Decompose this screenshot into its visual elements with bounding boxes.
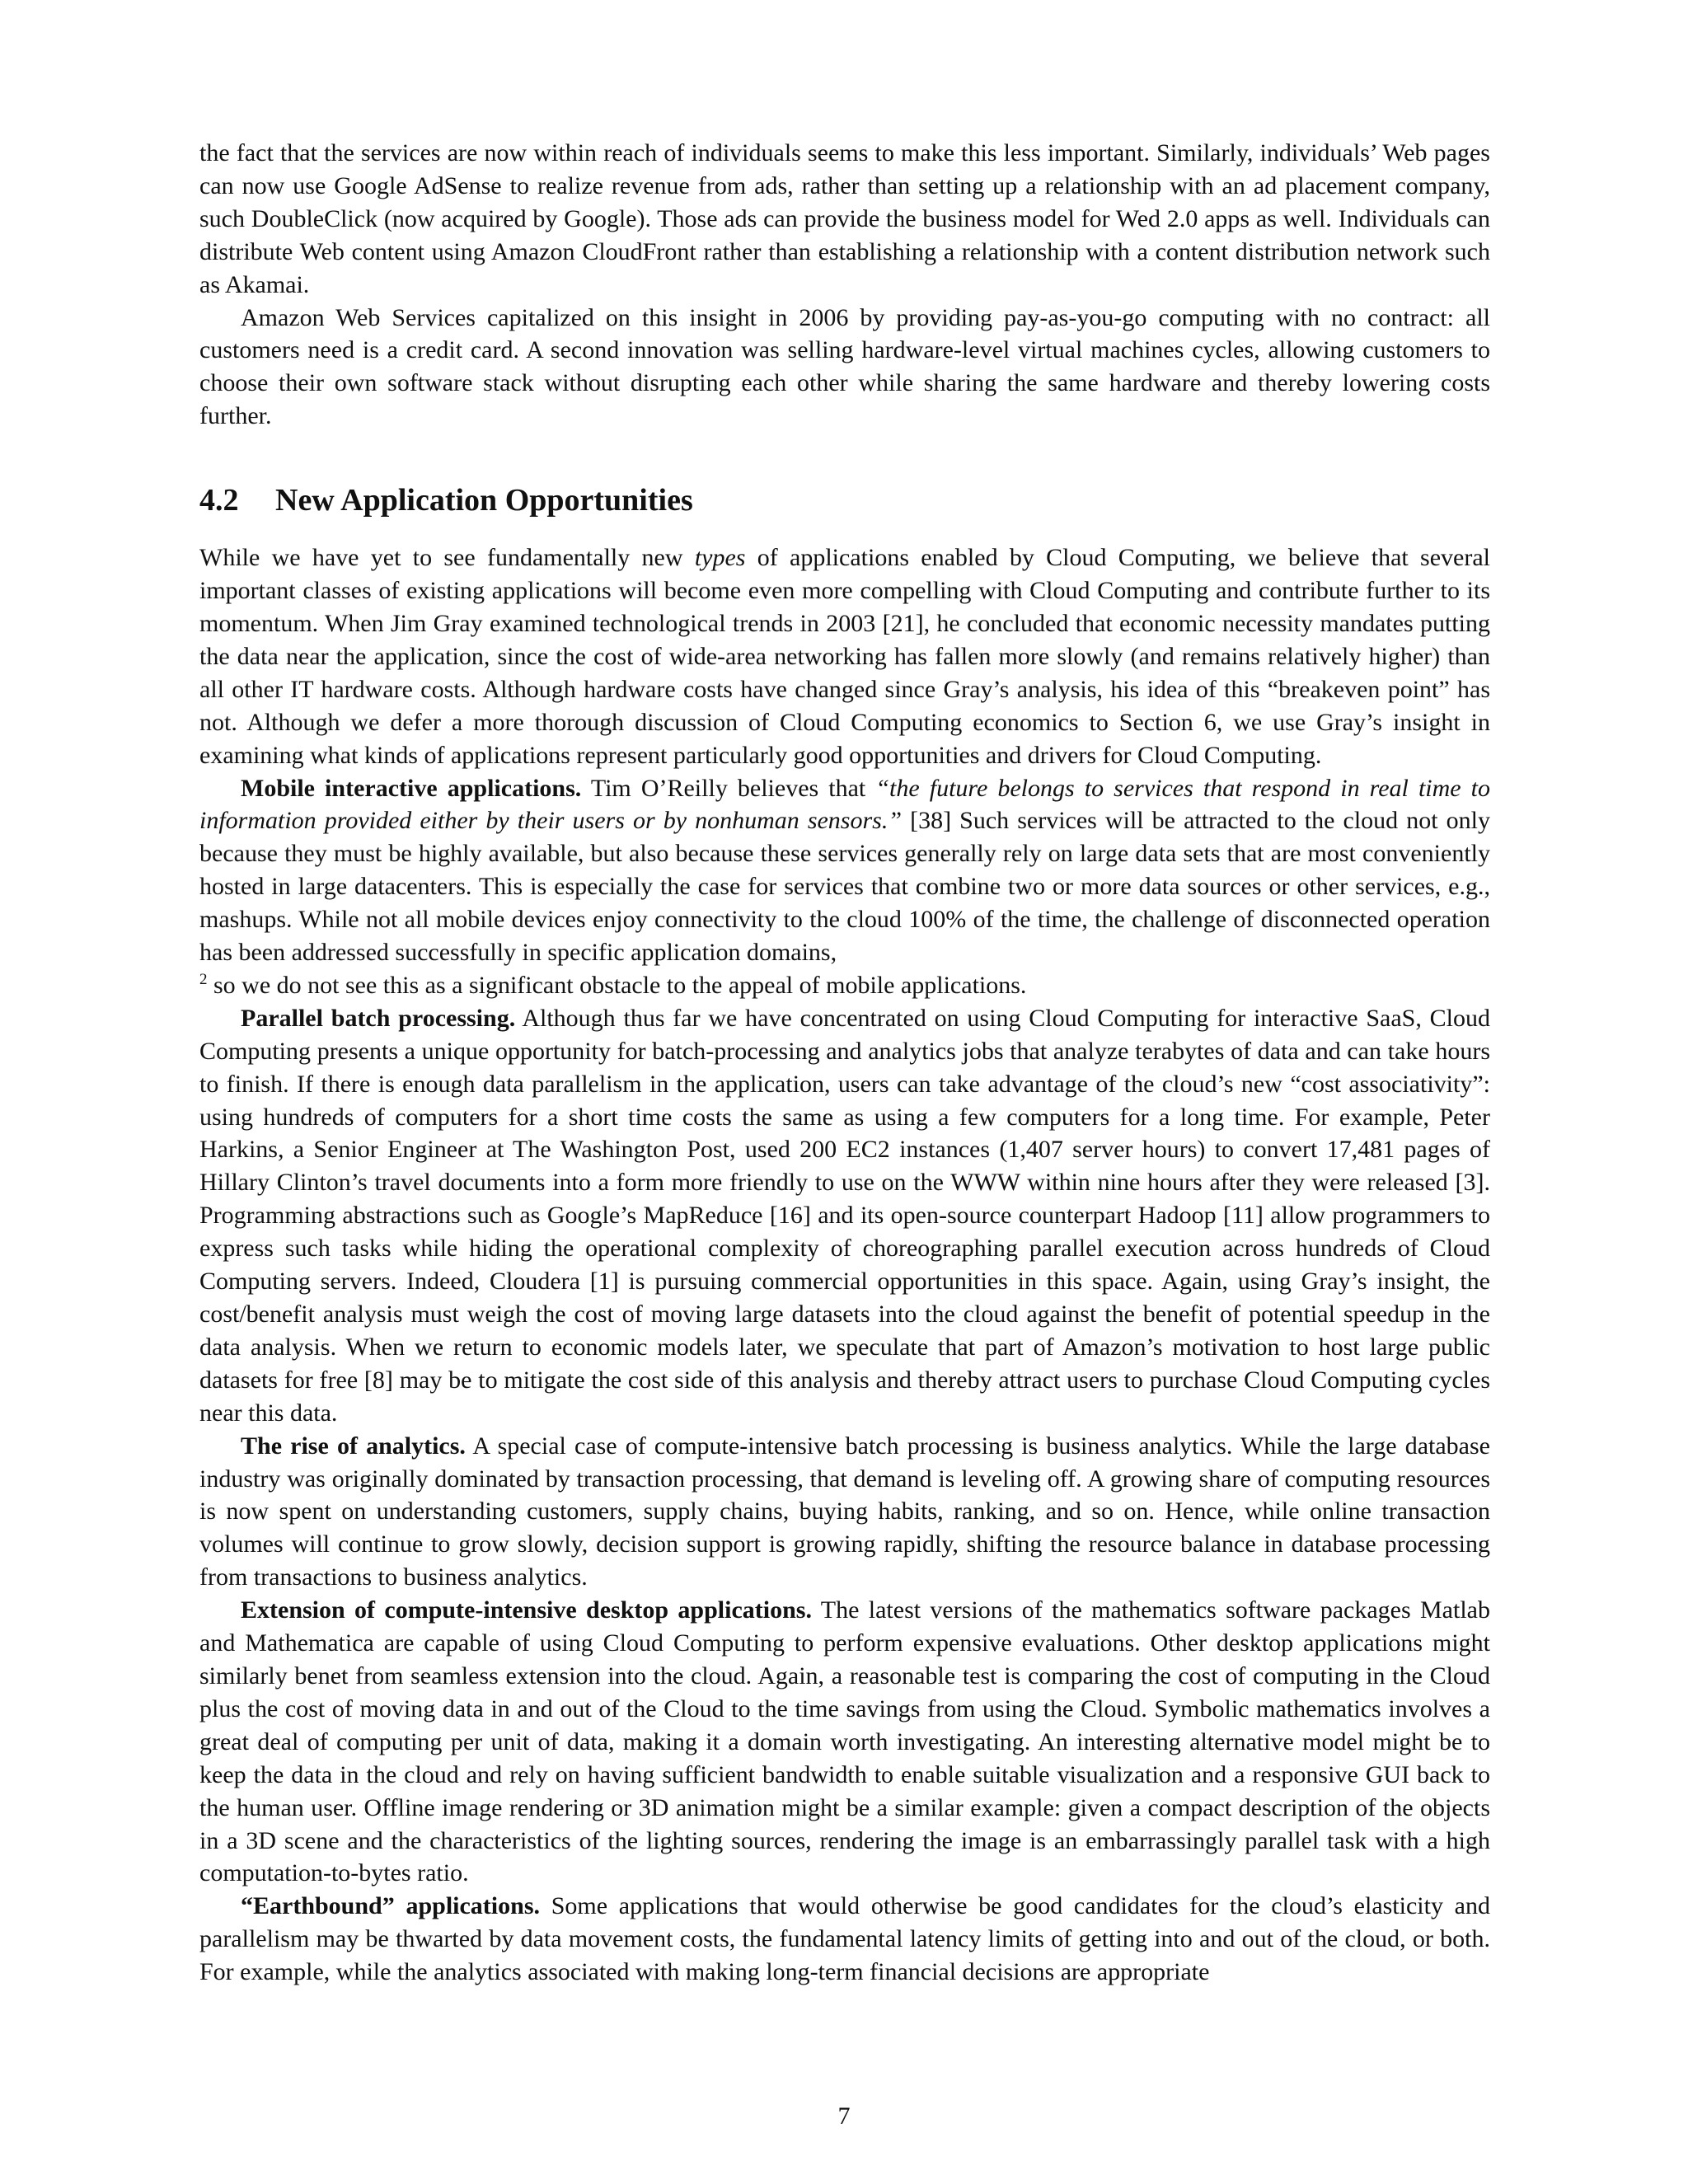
paragraph-text: so we do not see this as a significant obstacle to the appeal of mobile applications. xyxy=(207,971,1027,999)
paragraph-text: While we have yet to see fundamentally new xyxy=(199,544,695,572)
paragraph-text: the fact that the services are now within reach of individuals seems to make this less important. Similarly, individuals’ Web pages can now use Google AdSense to realize revenue from ads, rather than setting up a relationship with an ad placement company, such DoubleClick (now acquired by Google). Those ads can provide the business model for Wed 2.0 apps as well. Individuals can distribute Web content using Amazon CloudFront rather than establishing a relationship with a content distribution network such as Akamai. xyxy=(199,139,1490,298)
page-number: 7 xyxy=(837,2102,851,2130)
footnote-marker[interactable]: 2 xyxy=(199,970,208,988)
paragraph-lead-heading: “Earthbound” applications. xyxy=(241,1892,540,1920)
paragraph-text: Tim O’Reilly believes that xyxy=(581,774,876,802)
emphasized-text: types xyxy=(694,544,746,572)
section-title: New Application Opportunities xyxy=(275,483,693,518)
paragraph xyxy=(199,1002,1490,1430)
paragraph-text: The latest versions of the mathematics software packages Matlab and Mathematica are capable of using Cloud Computing to perform expensive evaluations. Other desktop applications might similarly benet from seamless extension into the cloud. Again, a reasonable test is comparing the cost of computing in the Cloud plus the cost of moving data in and out of the Cloud to the time savings from using the Cloud. Symbolic mathematics involves a great deal of computing per unit of data, making it a domain worth investigating. An interesting alternative model might be to keep the data in the cloud and rely on having sufficient bandwidth to enable suitable visualization and a responsive GUI back to the human user. Offline image rendering or 3D animation might be a similar example: given a compact description of the objects in a 3D scene and the characteristics of the lighting sources, rendering the image is an embarrassingly parallel task with a high computation-to-bytes ratio. xyxy=(199,1596,1490,1887)
paragraph-lead-heading: Parallel batch processing. xyxy=(241,1004,516,1032)
page-body xyxy=(199,137,1490,1989)
paragraph-lead-heading: Mobile interactive applications. xyxy=(241,774,582,802)
paragraph xyxy=(199,541,1490,771)
paragraph xyxy=(199,1890,1490,1989)
paragraph xyxy=(199,1594,1490,1890)
paragraph-lead-heading: The rise of analytics. xyxy=(241,1432,466,1460)
section-number: 4.2 xyxy=(199,483,239,518)
section-heading xyxy=(199,477,1490,523)
paragraph-text: A special case of compute-intensive batch processing is business analytics. While the large database industry was originally dominated by transaction processing, that demand is leveling off. A growing share of computing resources is now spent on understanding customers, supply chains, buying habits, ranking, and so on. Hence, while online transaction volumes will continue to grow slowly, decision support is growing rapidly, shifting the resource balance in database processing from transactions to business analytics. xyxy=(199,1432,1490,1591)
paragraph-text: Amazon Web Services capitalized on this insight in 2006 by providing pay-as-you-go computing with no contract: all customers need is a credit card. A second innovation was selling hardware-level virtual machines cycles, allowing customers to choose their own software stack without disrupting each other while sharing the same hardware and thereby lowering costs further. xyxy=(199,303,1490,430)
paragraph-lead-heading: Extension of compute-intensive desktop applications. xyxy=(241,1596,812,1624)
paragraph xyxy=(199,772,1490,1002)
section-body xyxy=(199,541,1490,1989)
continued-text-block xyxy=(199,137,1490,433)
paragraph xyxy=(199,1430,1490,1595)
paragraph-text: Some applications that would otherwise be good candidates for the cloud’s elasticity and parallelism may be thwarted by data movement costs, the fundamental latency limits of getting into and out of the cloud, or both. For example, while the analytics associated with making long-term financial decisions are appropriate xyxy=(199,1892,1490,1986)
paragraph xyxy=(199,137,1490,302)
paragraph-text: Although thus far we have concentrated on using Cloud Computing for interactive SaaS, Cloud Computing presents a unique opportunity for batch-processing and analytics jobs that analyze terabytes of data and can take hours to finish. If there is enough data parallelism in the application, users can take advantage of the cloud’s new “cost associativity”: using hundreds of computers for a short time costs the same as using a few computers for a long time. For example, Peter Harkins, a Senior Engineer at The Washington Post, used 200 EC2 instances (1,407 server hours) to convert 17,481 pages of Hillary Clinton’s travel documents into a form more friendly to use on the WWW within nine hours after they were released [3]. Programming abstractions such as Google’s MapReduce [16] and its open-source counterpart Hadoop [11] allow programmers to express such tasks while hiding the operational complexity of choreographing parallel execution across hundreds of Cloud Computing servers. Indeed, Cloudera [1] is pursuing commercial opportunities in this space. Again, using Gray’s insight, the cost/benefit analysis must weigh the cost of moving large datasets into the cloud against the benefit of potential speedup in the data analysis. When we return to economic models later, we speculate that part of Amazon’s motivation to host large public datasets for free [8] may be to mitigate the cost side of this analysis and thereby attract users to purchase Cloud Computing cycles near this data. xyxy=(199,1004,1491,1427)
paragraph xyxy=(199,302,1490,434)
quotation-text: “the future belongs to services that respond in real time to information provided either by their users or by nonhuman sensors.” xyxy=(199,774,1490,835)
paragraph-text: [38] Such services will be attracted to the cloud not only because they must be highly available, but also because these services generally rely on large data sets that are most conveniently hosted in large datacenters. This is especially the case for services that combine two or more data sources or other services, e.g., mashups. While not all mobile devices enjoy connectivity to the cloud 100% of the time, the challenge of disconnected operation has been addressed successfully in specific application domains, xyxy=(199,807,1490,967)
paragraph-text: of applications enabled by Cloud Computing, we believe that several important classes of existing applications will become even more compelling with Cloud Computing and contribute further to its momentum. When Jim Gray examined technological trends in 2003 [21], he concluded that economic necessity mandates putting the data near the application, since the cost of wide-area networking has fallen more slowly (and remains relatively higher) than all other IT hardware costs. Although hardware costs have changed since Gray’s analysis, his idea of this “breakeven point” has not. Although we defer a more thorough discussion of Cloud Computing economics to Section 6, we use Gray’s insight in examining what kinds of applications represent particularly good opportunities and drivers for Cloud Computing. xyxy=(199,544,1490,769)
